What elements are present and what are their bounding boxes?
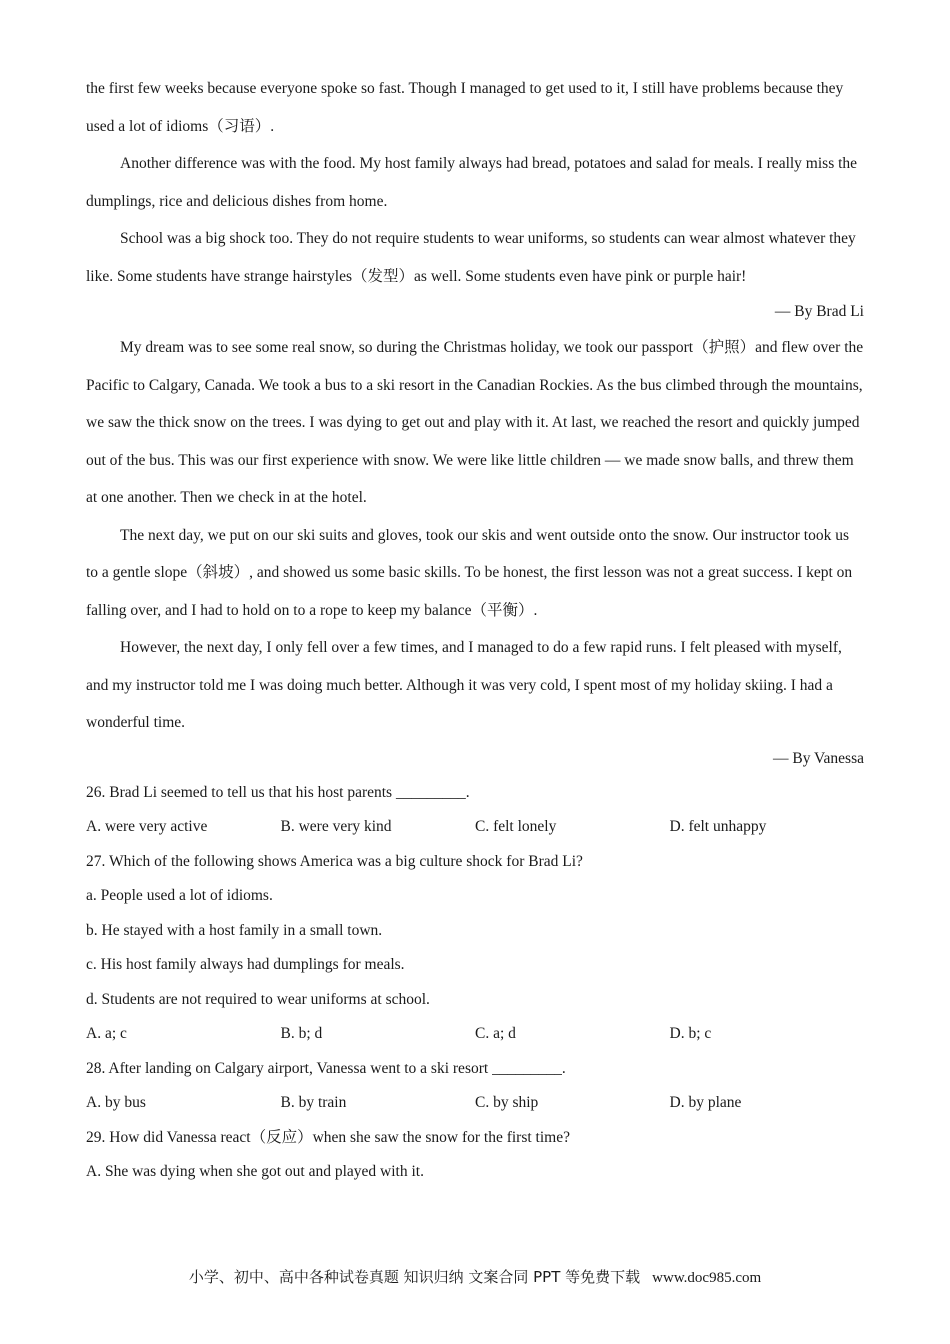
- passage-paragraph-3: School was a big shock too. They do not require students to wear uniforms, so students can wear almost whatever they like. Some students have strange hairstyles（发型）as well. Some students even have pink or purple hair!: [86, 230, 856, 285]
- question-29-option-a: A. She was dying when she got out and played with it.: [86, 1163, 424, 1180]
- question-27-options: [86, 1017, 864, 1052]
- option-c: C. by ship: [475, 1094, 539, 1111]
- question-28-options: [86, 1086, 864, 1121]
- passage-paragraph-4: My dream was to see some real snow, so during the Christmas holiday, we took our passport（护照）and flew over the Pacific to Calgary, Canada. We took a bus to a ski resort in the Canadian Rockies. As the bus climbed through the mountains, we saw the thick snow on the trees. I was dying to get out and play with it. At last, we reached the resort and quickly jumped out of the bus. This was our first experience with snow. We were like little children — we made snow balls, and threw them at one another. Then we check in at the hotel.: [86, 339, 864, 506]
- question-26: 26. Brad Li seemed to tell us that his host parents _________.: [86, 783, 470, 801]
- question-26-options: [86, 810, 864, 845]
- question-28: 28. After landing on Calgary airport, Vanessa went to a ski resort _________.: [86, 1059, 566, 1077]
- exam-page: [86, 70, 864, 1190]
- passage-paragraph-6: However, the next day, I only fell over a few times, and I managed to do a few rapid runs. I felt pleased with myself, and my instructor told me I was doing much better. Although it was very cold, I spent most of my holiday skiing. I had a wonderful time.: [86, 639, 842, 731]
- option-d: D. by plane: [669, 1094, 742, 1111]
- option-b: B. by train: [280, 1094, 347, 1111]
- passage-paragraph-1: the first few weeks because everyone spoke so fast. Though I managed to get used to it, I still have problems because they used a lot of idioms（习语）.: [86, 80, 844, 135]
- question-27-item-c: c. His host family always had dumplings for meals.: [86, 956, 405, 973]
- option-a: A. by bus: [86, 1094, 146, 1111]
- question-29: 29. How did Vanessa react（反应）when she saw the snow for the first time?: [86, 1128, 570, 1146]
- question-27-item-a: a. People used a lot of idioms.: [86, 887, 273, 904]
- option-b: B. were very kind: [280, 818, 392, 835]
- option-a: A. were very active: [86, 818, 208, 835]
- byline-brad-li: — By Brad Li: [774, 303, 864, 320]
- option-d: D. felt unhappy: [669, 818, 767, 835]
- option-a: A. a; c: [86, 1025, 127, 1042]
- footer-text: 小学、初中、高中各种试卷真题 知识归纳 文案合同 PPT 等免费下载: [188, 1268, 641, 1286]
- option-d: D. b; c: [669, 1025, 712, 1042]
- footer-url[interactable]: www.doc985.com: [652, 1270, 762, 1286]
- option-b: B. b; d: [280, 1025, 323, 1042]
- question-27: 27. Which of the following shows America was a big culture shock for Brad Li?: [86, 852, 583, 870]
- passage-paragraph-5: The next day, we put on our ski suits and gloves, took our skis and went outside onto the snow. Our instructor took us to a gentle slope（斜坡）, and showed us some basic skills. To be honest, the first lesson was not a great success. I kept on falling over, and I had to hold on to a rope to keep my balance（平衡）.: [86, 526, 853, 619]
- page-footer: [0, 1266, 950, 1287]
- passage-paragraph-2: Another difference was with the food. My host family always had bread, potatoes and salad for meals. I really miss the dumplings, rice and delicious dishes from home.: [86, 155, 858, 210]
- byline-vanessa: — By Vanessa: [773, 749, 864, 767]
- question-27-item-b: b. He stayed with a host family in a small town.: [86, 921, 383, 939]
- question-27-item-d: d. Students are not required to wear uniforms at school.: [86, 990, 430, 1008]
- option-c: C. a; d: [475, 1025, 516, 1042]
- option-c: C. felt lonely: [475, 818, 557, 835]
